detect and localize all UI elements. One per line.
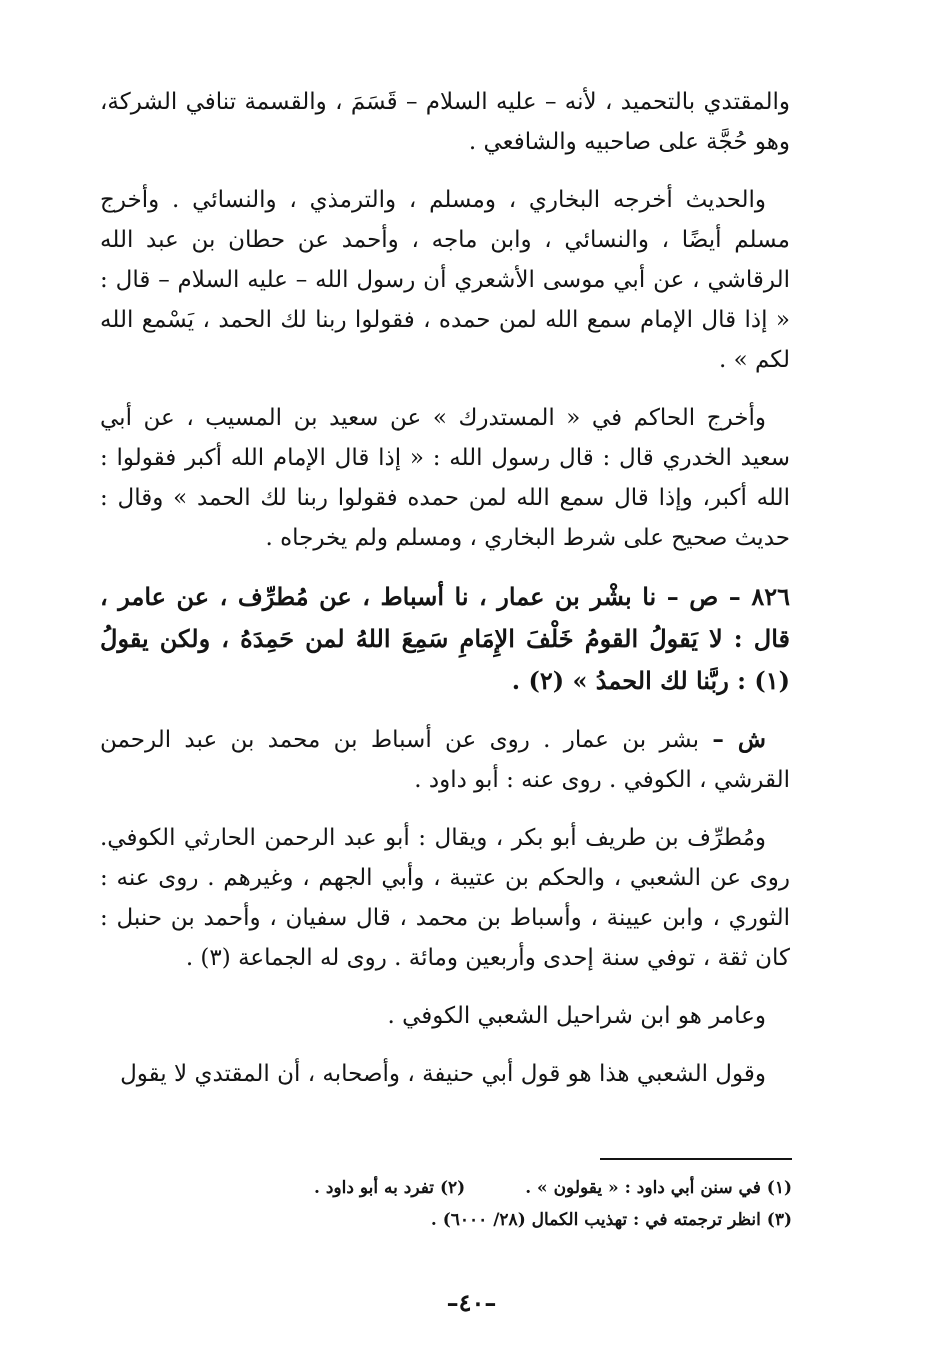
commentary-text: بشر بن عمار . روى عن أسباط بن محمد بن عبد الرحمن القرشي ، الكوفي . روى عنه : أبو داود . <box>100 727 790 793</box>
paragraph-3: وأخرج الحاكم في « المستدرك » عن سعيد بن المسيب ، عن أبي سعيد الخدري قال : قال رسول الله : « إذا قال الإمام الله أكبر فقولوا : الله أكبر، وإذا قال سمع الله لمن حمده فقولوا ربنا لك الحمد » وقال : حديث صحيح على شرط البخاري ، ومسلم ولم يخرجاه . <box>100 405 790 551</box>
paragraph-1: والمقتدي بالتحميد ، لأنه – عليه السلام – قَسَمَ ، والقسمة تنافي الشركة، وهو حُجَّة على صاحبيه والشافعي . <box>100 89 790 155</box>
paragraph-2: والحديث أخرجه البخاري ، ومسلم ، والترمذي ، والنسائي . وأخرج مسلم أيضًا ، والنسائي ، وابن ماجه ، وأحمد عن حطان بن عبد الله الرقاشي ، عن أبي موسى الأشعري أن رسول الله – عليه السلام – قال : « إذا قال الإمام سمع الله لمن حمده ، فقولوا ربنا لك الحمد ، يَسْمع الله لكم » . <box>100 187 790 373</box>
paragraph-6: وعامر هو ابن شراحيل الشعبي الكوفي . <box>387 1003 766 1029</box>
commentary-label: ش – <box>712 726 767 753</box>
hadith-text: ٨٢٦ – ص – نا بشْر بن عمار ، نا أسباط ، عن مُطرِّف ، عن عامر ، قال : لا يَقولُ القومُ خَلْفَ الإِمَامِ سَمِعَ اللهُ لمن حَمِدَهُ ، ولكن يقولُ (١) : ربَّنا لك الحمدُ » (٢) . <box>100 582 790 695</box>
footnote-divider <box>600 1158 792 1160</box>
paragraph-7: وقول الشعبي هذا هو قول أبي حنيفة ، وأصحابه ، أن المقتدي لا يقول <box>120 1061 766 1087</box>
main-text <box>100 82 790 1112</box>
footnote-3: (٣) انظر ترجمته في : تهذيب الكمال (٢٨/ ٦٠٠٠) . <box>430 1210 792 1230</box>
paragraph-5: ومُطرِّف بن طريف أبو بكر ، ويقال : أبو عبد الرحمن الحارثي الكوفي. روى عن الشعبي ، والحكم بن عتيبة ، وأبي الجهم ، وغيرهم . روى عنه : الثوري ، وابن عيينة ، وأسباط بن محمد ، قال سفيان ، وأحمد بن حنبل : كان ثقة ، توفي سنة إحدى وأربعين ومائة . روى له الجماعة (٣) . <box>100 825 790 971</box>
footnotes <box>100 1172 792 1236</box>
page-number: –٤٠– <box>446 1288 497 1317</box>
footnote-2: (٢) تفرد به أبو داود . <box>314 1178 466 1198</box>
footnote-row-1 <box>100 1172 792 1204</box>
footnote-1: (١) في سنن أبي داود : « يقولون » . <box>525 1178 792 1198</box>
paragraph-commentary <box>100 720 790 800</box>
